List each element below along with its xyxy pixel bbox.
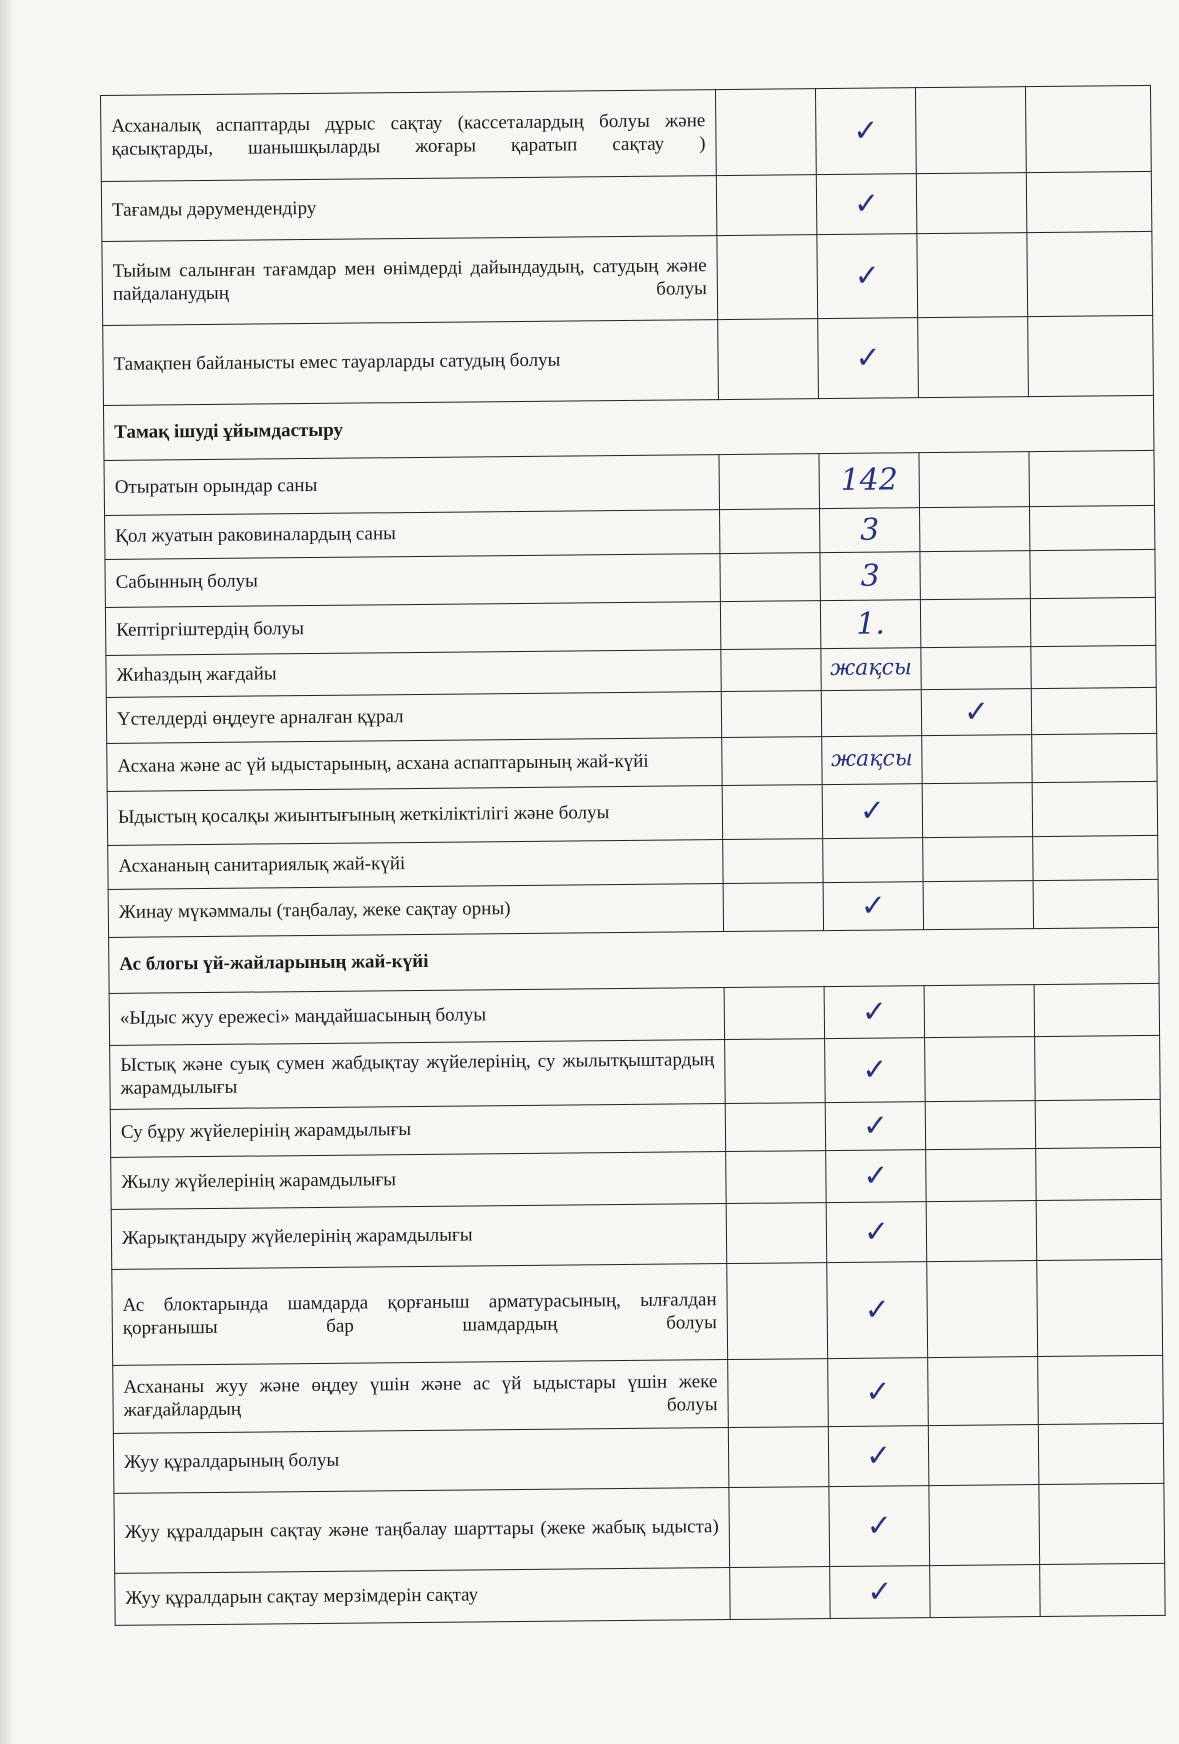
checkmark-icon: ✓: [824, 986, 924, 1039]
cell-empty: [924, 985, 1034, 1038]
row-label: Су бұру жүйелерінің жарамдылығы: [110, 1104, 725, 1158]
row-label: Асханалық аспаптарды дұрыс сақтау (кассеталардың болуы және қасықтарды, шанышқыларды жоғары қаратып сақтау ): [101, 90, 717, 182]
cell-empty: [927, 1261, 1038, 1358]
cell-empty: [727, 1263, 828, 1360]
cell-empty: [1029, 505, 1154, 550]
cell-empty: [730, 1567, 830, 1620]
checkmark-icon: ✓: [825, 1038, 926, 1103]
page-edge-shadow: [0, 0, 14, 1744]
checkmark-icon: ✓: [817, 234, 918, 319]
table-row: [112, 1259, 1163, 1365]
row-label: Отыратын орындар саны: [104, 455, 719, 516]
checkmark-icon: ✓: [826, 1150, 926, 1203]
cell-empty: [916, 173, 1027, 234]
cell-empty: [919, 507, 1029, 552]
checkmark-icon: ✓: [823, 882, 923, 931]
checkmark-icon: ✓: [827, 1262, 928, 1359]
cell-empty: [1025, 85, 1151, 172]
handwritten-value: жақсы: [822, 736, 922, 785]
cell-empty: [1037, 1259, 1163, 1356]
cell-empty: [721, 691, 821, 738]
table-row: [115, 1563, 1165, 1625]
cell-empty: [821, 690, 921, 737]
row-label: Қол жуатын раковиналардың саны: [105, 510, 720, 560]
cell-empty: [725, 1103, 825, 1152]
cell-empty: [1040, 1563, 1165, 1616]
cell-empty: [718, 319, 819, 400]
row-label: Жиһаздың жағдайы: [106, 650, 721, 698]
row-label: Жинау мүкәммалы (таңбалау, жеке сақтау орны): [108, 884, 723, 938]
table-row: [104, 450, 1154, 515]
handwritten-value: жақсы: [821, 648, 921, 691]
cell-empty: [922, 783, 1033, 838]
section-header-row: [109, 927, 1159, 993]
checkmark-icon: ✓: [921, 689, 1031, 736]
row-label: Ыдыстың қосалқы жиынтығының жеткіліктілігі және болуы: [107, 786, 722, 846]
cell-empty: [1028, 315, 1154, 396]
handwritten-value: 142: [819, 453, 920, 509]
checkmark-icon: ✓: [828, 1358, 929, 1427]
cell-empty: [726, 1151, 826, 1204]
cell-empty: [1031, 687, 1156, 734]
cell-empty: [1034, 983, 1159, 1036]
cell-empty: [919, 452, 1030, 508]
cell-empty: [723, 839, 823, 884]
table-row: [101, 85, 1152, 181]
cell-empty: [728, 1427, 829, 1488]
cell-empty: [926, 1149, 1036, 1202]
cell-empty: [920, 551, 1030, 600]
cell-empty: [722, 737, 822, 786]
row-label: Үстелдерді өңдеуге арналған құрал: [106, 692, 721, 744]
cell-empty: [925, 1101, 1035, 1150]
row-label: Асхананы жуу және өңдеу үшін және ас үй ыдыстары үшін жеке жағдайлардың болуы: [113, 1360, 729, 1434]
section-title: Ас блогы үй-жайларының жай-күйі: [109, 927, 1159, 993]
checkmark-icon: ✓: [818, 318, 919, 399]
cell-empty: [720, 601, 820, 650]
cell-empty: [1031, 645, 1156, 688]
checkmark-icon: ✓: [826, 1202, 927, 1263]
row-label: Тамақпен байланысты емес тауарларды сатудың болуы: [103, 320, 719, 406]
cell-empty: [915, 87, 1026, 174]
cell-empty: [922, 735, 1032, 784]
handwritten-value: 3: [820, 508, 920, 553]
cell-empty: [1026, 171, 1152, 232]
cell-empty: [725, 1039, 826, 1104]
cell-empty: [720, 553, 820, 602]
cell-empty: [1032, 781, 1158, 836]
cell-empty: [1033, 879, 1158, 928]
row-label: Сабынның болуы: [105, 554, 720, 608]
inspection-table-container: [100, 85, 1165, 1626]
table-row: [110, 1035, 1161, 1109]
cell-empty: [920, 599, 1030, 648]
cell-empty: [921, 647, 1031, 690]
cell-empty: [928, 1357, 1039, 1426]
cell-empty: [1033, 835, 1158, 880]
checkmark-icon: ✓: [829, 1486, 930, 1567]
cell-empty: [722, 785, 823, 840]
cell-empty: [716, 175, 817, 236]
handwritten-value: 3: [820, 552, 920, 601]
cell-empty: [917, 233, 1028, 318]
checkmark-icon: ✓: [815, 88, 916, 175]
cell-empty: [923, 881, 1033, 930]
cell-empty: [729, 1487, 830, 1568]
cell-empty: [1029, 450, 1155, 506]
table-row: [101, 171, 1152, 241]
row-label: Жуу құралдарын сақтау және таңбалау шарттары (жеке жабық ыдыста): [114, 1488, 730, 1574]
row-label: Жарықтандыру жүйелерінің жарамдылығы: [111, 1204, 727, 1270]
cell-empty: [930, 1565, 1040, 1618]
row-label: Ыстық және суық сумен жабдықтау жүйелерінің, су жылытқыштардың жарамдылығы: [110, 1040, 726, 1110]
cell-empty: [717, 235, 818, 320]
checkmark-icon: ✓: [816, 174, 917, 235]
checkmark-icon: ✓: [822, 784, 923, 839]
cell-empty: [721, 649, 821, 692]
row-label: Жылу жүйелерінің жарамдылығы: [111, 1152, 726, 1210]
cell-empty: [1039, 1483, 1165, 1564]
table-row: [111, 1199, 1162, 1269]
row-label: Жуу құралдарының болуы: [113, 1428, 729, 1494]
row-label: Асхананың санитариялық жай-күйі: [108, 840, 723, 890]
cell-empty: [720, 509, 820, 554]
cell-empty: [923, 837, 1033, 882]
cell-empty: [1036, 1147, 1161, 1200]
checkmark-icon: ✓: [830, 1566, 930, 1619]
cell-empty: [1035, 1099, 1160, 1148]
cell-empty: [1036, 1199, 1162, 1260]
cell-empty: [723, 883, 823, 932]
checkmark-icon: ✓: [825, 1102, 925, 1151]
cell-empty: [1038, 1355, 1164, 1424]
checkmark-icon: ✓: [828, 1426, 929, 1487]
section-header-row: [103, 395, 1153, 460]
inspection-checklist-table: [100, 85, 1166, 1626]
cell-empty: [926, 1201, 1037, 1262]
checkmark-icon: [823, 838, 923, 883]
table-row: [102, 231, 1153, 325]
handwritten-value: 1.: [820, 600, 920, 649]
section-title: Тамақ ішуді ұйымдастыру: [103, 395, 1153, 460]
cell-empty: [1032, 733, 1157, 782]
cell-empty: [928, 1425, 1039, 1486]
row-label: Тыйым салынған тағамдар мен өнімдерді дайындаудың, сатудың және пайдаланудың болуы: [102, 236, 718, 326]
row-label: Жуу құралдарын сақтау мерзімдерін сақтау: [115, 1568, 730, 1626]
table-row: [107, 781, 1157, 845]
row-label: «Ыдыс жуу ережесі» маңдайшасының болуы: [109, 988, 724, 1046]
table-row: [113, 1355, 1164, 1433]
cell-empty: [929, 1485, 1040, 1566]
cell-empty: [918, 317, 1029, 398]
cell-empty: [719, 454, 820, 510]
table-row: [113, 1423, 1164, 1493]
cell-empty: [925, 1037, 1036, 1102]
row-label: Асхана және ас үй ыдыстарының, асхана аспаптарының жай-күйі: [107, 738, 722, 792]
cell-empty: [726, 1203, 827, 1264]
cell-empty: [724, 987, 824, 1040]
table-row: [114, 1483, 1165, 1573]
cell-empty: [1027, 231, 1153, 316]
cell-empty: [1030, 549, 1155, 598]
row-label: Кептіргіштердің болуы: [105, 602, 720, 656]
row-label: Ас блоктарында шамдарда қорғаныш арматурасының, ылғалдан қорғанышы бар шамдардың болуы: [112, 1264, 728, 1366]
row-label: Тағамды дәрумендендіру: [101, 176, 717, 242]
table-row: [103, 315, 1154, 405]
cell-empty: [1038, 1423, 1164, 1484]
cell-empty: [715, 89, 816, 176]
cell-empty: [1035, 1035, 1161, 1100]
cell-empty: [1030, 597, 1155, 646]
cell-empty: [728, 1359, 829, 1428]
